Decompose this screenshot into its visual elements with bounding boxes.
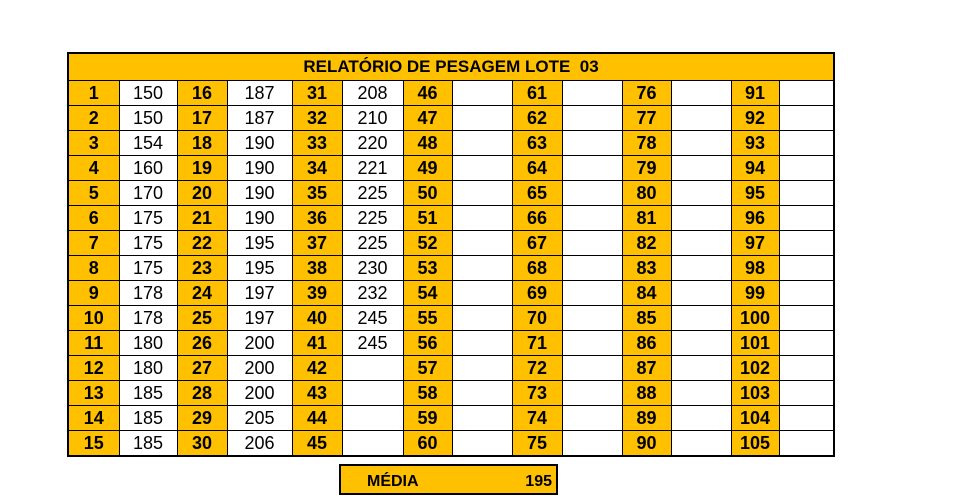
animal-number-cell: 48 — [403, 131, 452, 156]
weight-cell — [452, 206, 512, 231]
weight-cell — [452, 231, 512, 256]
animal-number-cell: 30 — [177, 431, 227, 456]
animal-number-cell: 45 — [292, 431, 342, 456]
animal-number-cell: 67 — [512, 231, 562, 256]
weight-cell: 154 — [119, 131, 177, 156]
animal-number-cell: 86 — [622, 331, 671, 356]
weight-cell — [779, 106, 833, 131]
animal-number-cell: 69 — [512, 281, 562, 306]
weight-cell — [562, 106, 622, 131]
animal-number-cell: 44 — [292, 406, 342, 431]
animal-number-cell: 76 — [622, 81, 671, 106]
animal-number-cell: 9 — [69, 281, 119, 306]
table-row — [69, 81, 833, 106]
weight-cell — [452, 81, 512, 106]
animal-number-cell: 51 — [403, 206, 452, 231]
animal-number-cell: 32 — [292, 106, 342, 131]
animal-number-cell: 92 — [731, 106, 779, 131]
animal-number-cell: 4 — [69, 156, 119, 181]
animal-number-cell: 16 — [177, 81, 227, 106]
weighing-report — [67, 52, 835, 457]
animal-number-cell: 58 — [403, 381, 452, 406]
weight-cell — [452, 306, 512, 331]
weight-cell: 175 — [119, 256, 177, 281]
weight-cell: 197 — [227, 281, 292, 306]
table-row — [69, 281, 833, 306]
animal-number-cell: 26 — [177, 331, 227, 356]
animal-number-cell: 29 — [177, 406, 227, 431]
animal-number-cell: 79 — [622, 156, 671, 181]
weight-cell: 190 — [227, 156, 292, 181]
weight-cell — [671, 381, 731, 406]
weight-cell: 190 — [227, 131, 292, 156]
animal-number-cell: 53 — [403, 256, 452, 281]
weight-cell: 150 — [119, 81, 177, 106]
table-row — [69, 131, 833, 156]
animal-number-cell: 5 — [69, 181, 119, 206]
report-title: RELATÓRIO DE PESAGEM LOTE 03 — [69, 54, 833, 81]
animal-number-cell: 99 — [731, 281, 779, 306]
weight-cell — [452, 181, 512, 206]
animal-number-cell: 47 — [403, 106, 452, 131]
animal-number-cell: 64 — [512, 156, 562, 181]
weight-cell — [562, 131, 622, 156]
weight-cell — [562, 181, 622, 206]
weight-cell — [671, 331, 731, 356]
weight-cell — [779, 381, 833, 406]
animal-number-cell: 81 — [622, 206, 671, 231]
animal-number-cell: 96 — [731, 206, 779, 231]
weight-cell — [671, 281, 731, 306]
table-row — [69, 181, 833, 206]
weight-cell — [671, 131, 731, 156]
animal-number-cell: 55 — [403, 306, 452, 331]
animal-number-cell: 84 — [622, 281, 671, 306]
weight-cell: 180 — [119, 356, 177, 381]
weight-cell — [452, 256, 512, 281]
weight-cell: 220 — [342, 131, 403, 156]
weight-cell — [779, 131, 833, 156]
animal-number-cell: 36 — [292, 206, 342, 231]
weight-cell: 178 — [119, 281, 177, 306]
animal-number-cell: 40 — [292, 306, 342, 331]
weight-cell: 185 — [119, 406, 177, 431]
weight-cell — [562, 231, 622, 256]
weight-cell: 150 — [119, 106, 177, 131]
weight-cell — [671, 156, 731, 181]
weight-cell: 185 — [119, 381, 177, 406]
weight-cell: 200 — [227, 381, 292, 406]
animal-number-cell: 35 — [292, 181, 342, 206]
weight-cell: 205 — [227, 406, 292, 431]
weight-cell — [671, 181, 731, 206]
weight-cell — [779, 206, 833, 231]
weight-cell: 225 — [342, 206, 403, 231]
animal-number-cell: 73 — [512, 381, 562, 406]
animal-number-cell: 3 — [69, 131, 119, 156]
weight-cell — [562, 256, 622, 281]
weight-cell: 232 — [342, 281, 403, 306]
weight-cell — [779, 356, 833, 381]
table-row — [69, 381, 833, 406]
animal-number-cell: 98 — [731, 256, 779, 281]
animal-number-cell: 89 — [622, 406, 671, 431]
weight-cell: 245 — [342, 306, 403, 331]
weight-cell: 190 — [227, 181, 292, 206]
animal-number-cell: 17 — [177, 106, 227, 131]
animal-number-cell: 54 — [403, 281, 452, 306]
weight-cell — [671, 256, 731, 281]
animal-number-cell: 102 — [731, 356, 779, 381]
table-row — [69, 231, 833, 256]
animal-number-cell: 23 — [177, 256, 227, 281]
weight-cell — [671, 431, 731, 456]
animal-number-cell: 11 — [69, 331, 119, 356]
animal-number-cell: 10 — [69, 306, 119, 331]
animal-number-cell: 43 — [292, 381, 342, 406]
weight-cell — [452, 356, 512, 381]
animal-number-cell: 50 — [403, 181, 452, 206]
weight-cell — [671, 81, 731, 106]
animal-number-cell: 19 — [177, 156, 227, 181]
animal-number-cell: 82 — [622, 231, 671, 256]
animal-number-cell: 59 — [403, 406, 452, 431]
animal-number-cell: 87 — [622, 356, 671, 381]
table-row — [69, 256, 833, 281]
table-row — [69, 306, 833, 331]
weight-cell — [562, 156, 622, 181]
animal-number-cell: 34 — [292, 156, 342, 181]
animal-number-cell: 70 — [512, 306, 562, 331]
animal-number-cell: 20 — [177, 181, 227, 206]
weight-cell — [342, 381, 403, 406]
weight-cell: 187 — [227, 81, 292, 106]
weight-cell — [562, 406, 622, 431]
animal-number-cell: 21 — [177, 206, 227, 231]
weight-cell: 200 — [227, 356, 292, 381]
animal-number-cell: 101 — [731, 331, 779, 356]
table-row — [69, 331, 833, 356]
weight-cell — [779, 281, 833, 306]
animal-number-cell: 46 — [403, 81, 452, 106]
average-label: MÉDIA — [367, 473, 419, 490]
weight-cell — [342, 356, 403, 381]
animal-number-cell: 77 — [622, 106, 671, 131]
weight-cell — [342, 406, 403, 431]
animal-number-cell: 97 — [731, 231, 779, 256]
animal-number-cell: 88 — [622, 381, 671, 406]
animal-number-cell: 65 — [512, 181, 562, 206]
animal-number-cell: 25 — [177, 306, 227, 331]
table-body — [69, 81, 833, 455]
animal-number-cell: 7 — [69, 231, 119, 256]
average-value: 195 — [525, 473, 552, 490]
animal-number-cell: 38 — [292, 256, 342, 281]
animal-number-cell: 18 — [177, 131, 227, 156]
animal-number-cell: 24 — [177, 281, 227, 306]
animal-number-cell: 85 — [622, 306, 671, 331]
weight-cell — [452, 131, 512, 156]
weight-cell — [779, 331, 833, 356]
weight-cell — [779, 256, 833, 281]
animal-number-cell: 80 — [622, 181, 671, 206]
animal-number-cell: 68 — [512, 256, 562, 281]
weight-cell — [562, 81, 622, 106]
weight-cell — [671, 306, 731, 331]
weight-cell: 180 — [119, 331, 177, 356]
weight-cell — [779, 231, 833, 256]
animal-number-cell: 103 — [731, 381, 779, 406]
table-row — [69, 431, 833, 456]
weight-cell — [779, 156, 833, 181]
animal-number-cell: 33 — [292, 131, 342, 156]
weight-cell — [562, 431, 622, 456]
animal-number-cell: 2 — [69, 106, 119, 131]
animal-number-cell: 74 — [512, 406, 562, 431]
weight-cell: 160 — [119, 156, 177, 181]
table-row — [69, 206, 833, 231]
animal-number-cell: 52 — [403, 231, 452, 256]
animal-number-cell: 83 — [622, 256, 671, 281]
animal-number-cell: 31 — [292, 81, 342, 106]
table-row — [69, 356, 833, 381]
weight-cell — [779, 306, 833, 331]
weight-cell: 208 — [342, 81, 403, 106]
animal-number-cell: 95 — [731, 181, 779, 206]
weight-cell: 197 — [227, 306, 292, 331]
weight-cell — [452, 381, 512, 406]
animal-number-cell: 104 — [731, 406, 779, 431]
weight-cell — [779, 431, 833, 456]
animal-number-cell: 93 — [731, 131, 779, 156]
weight-cell — [342, 431, 403, 456]
weight-cell — [671, 206, 731, 231]
table-row — [69, 106, 833, 131]
animal-number-cell: 105 — [731, 431, 779, 456]
animal-number-cell: 1 — [69, 81, 119, 106]
weighing-table — [69, 81, 833, 455]
weight-cell — [562, 306, 622, 331]
animal-number-cell: 6 — [69, 206, 119, 231]
weight-cell: 195 — [227, 231, 292, 256]
animal-number-cell: 42 — [292, 356, 342, 381]
weight-cell — [562, 381, 622, 406]
weight-cell: 230 — [342, 256, 403, 281]
weight-cell: 185 — [119, 431, 177, 456]
weight-cell — [452, 331, 512, 356]
weight-cell: 175 — [119, 231, 177, 256]
animal-number-cell: 100 — [731, 306, 779, 331]
weight-cell — [562, 356, 622, 381]
weight-cell: 187 — [227, 106, 292, 131]
weight-cell: 225 — [342, 231, 403, 256]
weight-cell — [671, 231, 731, 256]
animal-number-cell: 8 — [69, 256, 119, 281]
weight-cell — [671, 406, 731, 431]
weight-cell: 245 — [342, 331, 403, 356]
animal-number-cell: 63 — [512, 131, 562, 156]
animal-number-cell: 72 — [512, 356, 562, 381]
table-row — [69, 156, 833, 181]
weight-cell: 210 — [342, 106, 403, 131]
weight-cell: 190 — [227, 206, 292, 231]
animal-number-cell: 22 — [177, 231, 227, 256]
animal-number-cell: 61 — [512, 81, 562, 106]
animal-number-cell: 39 — [292, 281, 342, 306]
animal-number-cell: 27 — [177, 356, 227, 381]
weight-cell: 200 — [227, 331, 292, 356]
weight-cell — [452, 406, 512, 431]
weight-cell — [452, 281, 512, 306]
animal-number-cell: 62 — [512, 106, 562, 131]
animal-number-cell: 66 — [512, 206, 562, 231]
animal-number-cell: 75 — [512, 431, 562, 456]
weight-cell — [452, 431, 512, 456]
weight-cell: 225 — [342, 181, 403, 206]
average-box — [339, 464, 558, 495]
animal-number-cell: 91 — [731, 81, 779, 106]
weight-cell: 206 — [227, 431, 292, 456]
animal-number-cell: 94 — [731, 156, 779, 181]
weight-cell: 178 — [119, 306, 177, 331]
animal-number-cell: 49 — [403, 156, 452, 181]
animal-number-cell: 15 — [69, 431, 119, 456]
animal-number-cell: 13 — [69, 381, 119, 406]
weight-cell — [452, 156, 512, 181]
weight-cell — [671, 356, 731, 381]
animal-number-cell: 12 — [69, 356, 119, 381]
weight-cell: 175 — [119, 206, 177, 231]
weight-cell — [562, 281, 622, 306]
weight-cell — [779, 406, 833, 431]
weight-cell: 170 — [119, 181, 177, 206]
table-row — [69, 406, 833, 431]
animal-number-cell: 41 — [292, 331, 342, 356]
weight-cell — [452, 106, 512, 131]
weight-cell — [779, 181, 833, 206]
weight-cell — [562, 206, 622, 231]
weight-cell — [671, 106, 731, 131]
animal-number-cell: 56 — [403, 331, 452, 356]
weight-cell: 195 — [227, 256, 292, 281]
animal-number-cell: 57 — [403, 356, 452, 381]
animal-number-cell: 90 — [622, 431, 671, 456]
animal-number-cell: 71 — [512, 331, 562, 356]
animal-number-cell: 78 — [622, 131, 671, 156]
weight-cell: 221 — [342, 156, 403, 181]
animal-number-cell: 37 — [292, 231, 342, 256]
animal-number-cell: 60 — [403, 431, 452, 456]
weight-cell — [779, 81, 833, 106]
animal-number-cell: 28 — [177, 381, 227, 406]
weight-cell — [562, 331, 622, 356]
animal-number-cell: 14 — [69, 406, 119, 431]
